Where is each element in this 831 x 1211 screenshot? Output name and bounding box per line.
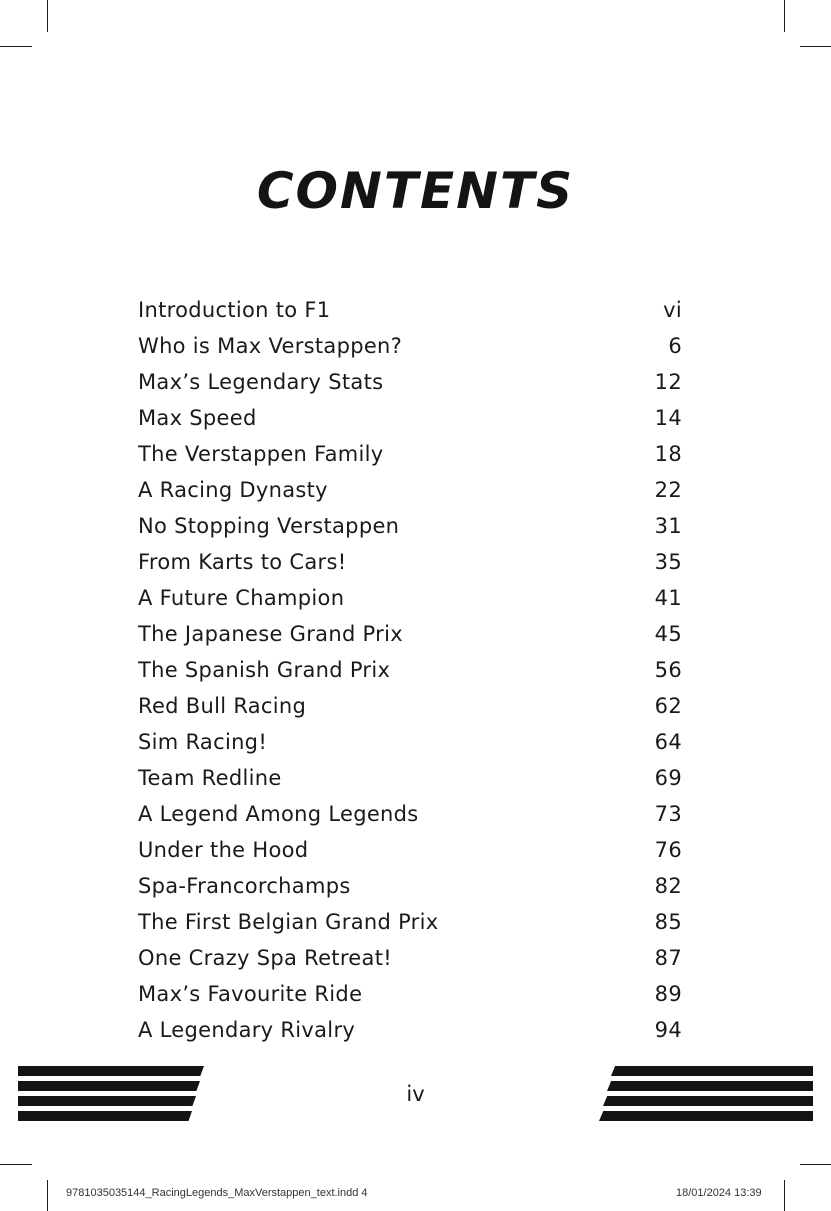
toc-entry-title: Max’s Favourite Ride <box>138 982 363 1006</box>
toc-entry-title: A Legendary Rivalry <box>138 1018 356 1042</box>
toc-entry-page: 62 <box>654 694 682 718</box>
toc-entry-title: Max’s Legendary Stats <box>138 370 384 394</box>
crop-mark-top-left-vertical <box>47 0 48 32</box>
toc-entry-title: Who is Max Verstappen? <box>138 334 403 358</box>
toc-entry-page: 35 <box>654 550 682 574</box>
toc-entry-page: 41 <box>654 586 682 610</box>
toc-entry <box>138 976 682 1012</box>
toc-entry-page: 76 <box>654 838 682 862</box>
toc-entry <box>138 580 682 616</box>
toc-entry-title: The First Belgian Grand Prix <box>138 910 439 934</box>
stripe <box>611 1066 813 1076</box>
crop-mark-top-left-horizontal <box>0 46 32 47</box>
stripe <box>18 1111 192 1121</box>
toc-entry-title: A Racing Dynasty <box>138 478 328 502</box>
toc-entry <box>138 652 682 688</box>
toc-entry <box>138 436 682 472</box>
toc-entry <box>138 292 682 328</box>
toc-entry <box>138 832 682 868</box>
toc-entry-title: The Japanese Grand Prix <box>138 622 403 646</box>
crop-mark-top-right-vertical <box>784 0 785 32</box>
toc-entry <box>138 868 682 904</box>
toc-entry <box>138 400 682 436</box>
toc-entry-page: 18 <box>654 442 682 466</box>
toc-entry-page: 6 <box>668 334 682 358</box>
toc-entry <box>138 760 682 796</box>
toc-entry-page: 69 <box>654 766 682 790</box>
toc-entry <box>138 796 682 832</box>
toc-entry <box>138 328 682 364</box>
toc-entry-title: No Stopping Verstappen <box>138 514 400 538</box>
toc-entry-page: 12 <box>654 370 682 394</box>
toc-entry-page: 89 <box>654 982 682 1006</box>
stripe <box>18 1066 204 1076</box>
slug-datetime: 18/01/2024 13:39 <box>676 1187 762 1199</box>
toc-entry-page: 45 <box>654 622 682 646</box>
crop-mark-bottom-left-vertical <box>47 1180 48 1211</box>
crop-mark-bottom-right-vertical <box>784 1180 785 1211</box>
toc-entry <box>138 508 682 544</box>
toc-entry-title: A Future Champion <box>138 586 345 610</box>
toc-entry <box>138 616 682 652</box>
toc-entry-page: 64 <box>654 730 682 754</box>
toc-entry-title: From Karts to Cars! <box>138 550 347 574</box>
toc-entry-page: 94 <box>654 1018 682 1042</box>
toc-entry-page: 82 <box>654 874 682 898</box>
toc-entry <box>138 472 682 508</box>
toc-entry-title: Sim Racing! <box>138 730 268 754</box>
toc-entry-page: vi <box>663 298 682 322</box>
toc-entry-page: 87 <box>654 946 682 970</box>
toc-entry <box>138 364 682 400</box>
toc-entry <box>138 688 682 724</box>
slug-filename: 9781035035144_RacingLegends_MaxVerstappen_text.indd 4 <box>66 1187 368 1199</box>
toc-entry-title: Introduction to F1 <box>138 298 331 322</box>
toc-entry <box>138 1012 682 1048</box>
crop-mark-bottom-right-horizontal <box>800 1164 831 1165</box>
toc-entry-title: The Spanish Grand Prix <box>138 658 391 682</box>
toc-entry-title: The Verstappen Family <box>138 442 384 466</box>
toc-entry-page: 14 <box>654 406 682 430</box>
toc-entry-title: Team Redline <box>138 766 282 790</box>
table-of-contents <box>138 292 682 1048</box>
toc-entry-title: Red Bull Racing <box>138 694 307 718</box>
toc-entry-page: 85 <box>654 910 682 934</box>
crop-mark-bottom-left-horizontal <box>0 1164 32 1165</box>
page-number: iv <box>406 1082 425 1106</box>
toc-entry-page: 31 <box>654 514 682 538</box>
page-title: CONTENTS <box>256 162 575 220</box>
toc-entry-title: A Legend Among Legends <box>138 802 419 826</box>
toc-entry <box>138 544 682 580</box>
crop-mark-top-right-horizontal <box>800 46 831 47</box>
toc-entry-title: Max Speed <box>138 406 257 430</box>
toc-entry <box>138 904 682 940</box>
toc-entry-title: Spa-Francorchamps <box>138 874 351 898</box>
toc-entry-title: One Crazy Spa Retreat! <box>138 946 392 970</box>
stripe <box>599 1111 813 1121</box>
toc-entry-page: 56 <box>654 658 682 682</box>
toc-entry-page: 22 <box>654 478 682 502</box>
toc-entry-page: 73 <box>654 802 682 826</box>
toc-entry <box>138 940 682 976</box>
toc-entry <box>138 724 682 760</box>
toc-entry-title: Under the Hood <box>138 838 309 862</box>
